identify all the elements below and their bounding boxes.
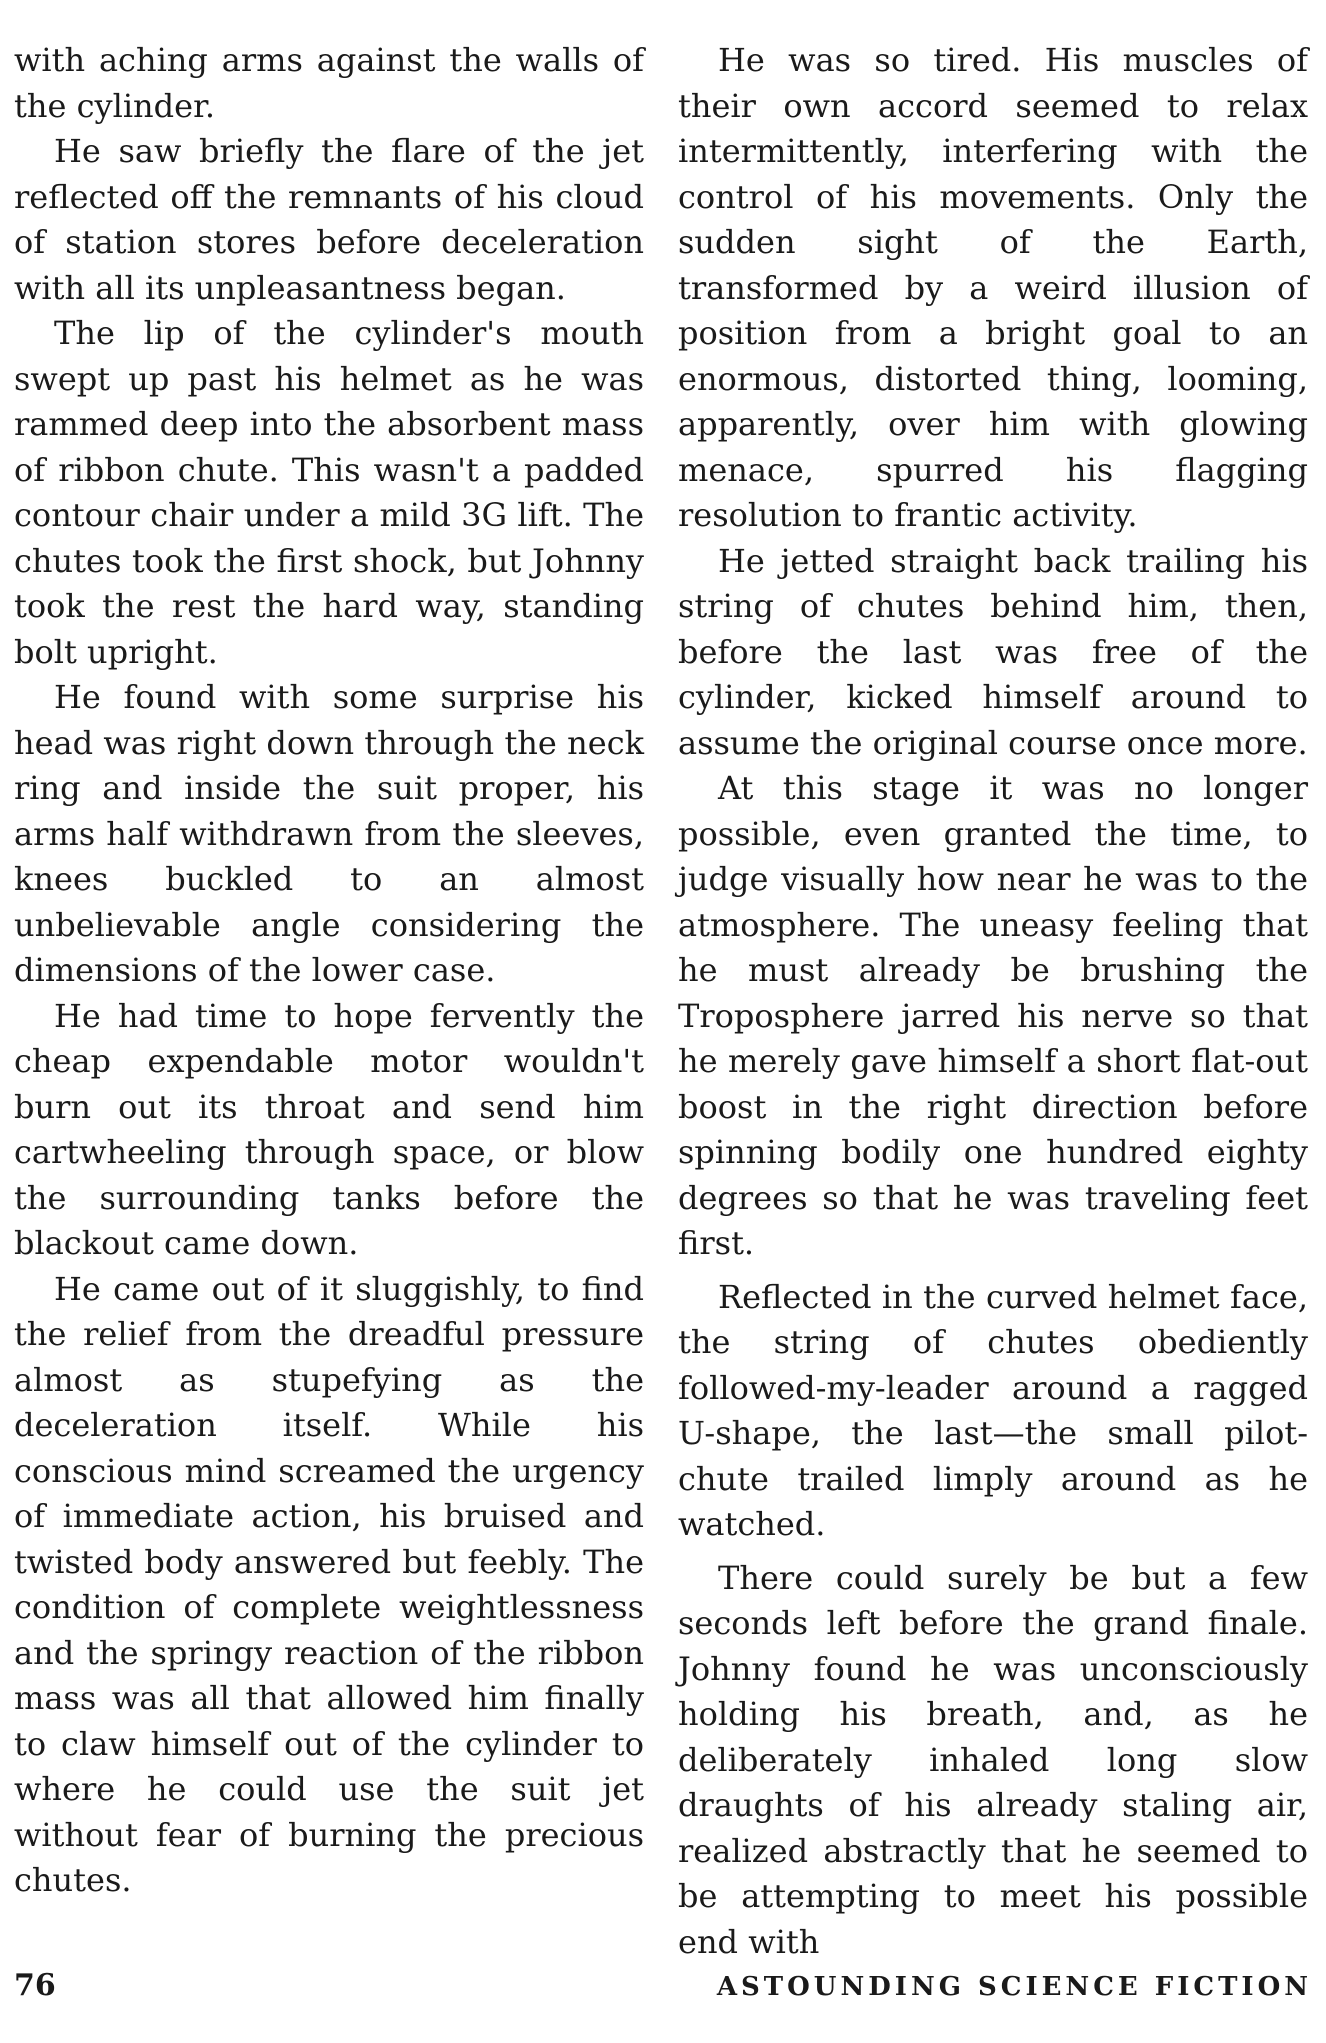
paragraph: He had time to hope fervently the cheap expendable motor wouldn't burn out its throat and send him cartwheeling through space, or blow the surrounding tanks before the blackout came down.	[14, 996, 644, 1262]
paragraph: He came out of it sluggishly, to find the relief from the dreadful pressure almost as stupefying as the deceleration itself. While his conscious mind screamed the urgency of immediate action, his bruised and twisted body answered but feebly. The condition of complete weightlessness and the springy reaction of the ribbon mass was all that allowed him finally to claw himself out of the cylinder to where he could use the suit jet without fear of burning the precious chutes.	[14, 1269, 644, 1899]
paragraph: At this stage it was no longer possible, even granted the time, to judge visually how near he was to the atmosphere. The uneasy feeling that he must already be brushing the Troposphere jarred his nerve so that he merely gave himself a short flat-out boost in the right direction before spinning bodily one hundred eighty degrees so that he was traveling feet first.	[678, 769, 1308, 1262]
paragraph: He saw briefly the flare of the jet reflected off the remnants of his cloud of station stores before deceleration with all its unpleasantness began.	[14, 132, 644, 307]
page-number: 76	[14, 1968, 56, 2003]
paragraph: He was so tired. His muscles of their own accord seemed to relax intermittently, interfering with the control of his movements. Only the sudden sight of the Earth, transformed by a weird illusion of position from a bright goal to an enormous, distorted thing, looming, apparently, over him with glowing menace, spurred his flagging resolution to frantic activity.	[678, 41, 1308, 534]
paragraph: The lip of the cylinder's mouth swept up past his helmet as he was rammed deep into the absorbent mass of ribbon chute. This wasn't a padded contour chair under a mild 3G lift. The chutes took the first shock, but Johnny took the rest the hard way, standing bolt upright.	[14, 314, 644, 671]
paragraph: There could surely be but a few seconds left before the grand finale. Johnny found he was unconsciously holding his breath, and, as he deliberately inhaled long slow draughts of his already staling air, realized abstractly that he seemed to be attempting to meet his possible end with	[678, 1558, 1308, 1961]
page-footer	[14, 1968, 1312, 2008]
paragraph: with aching arms against the walls of the cylinder.	[14, 41, 644, 125]
paragraph: He jetted straight back trailing his string of chutes behind him, then, before the last was free of the cylinder, kicked himself around to assume the original course once more.	[678, 541, 1308, 762]
paragraph: Reflected in the curved helmet face, the string of chutes obediently followed-my-leader around a ragged U-shape, the last—the small pilot-chute trailed limply around as he watched.	[678, 1277, 1308, 1543]
paragraph: He found with some surprise his head was right down through the neck ring and inside the suit proper, his arms half withdrawn from the sleeves, knees buckled to an almost unbelievable angle considering the dimensions of the lower case.	[14, 678, 644, 989]
left-column	[14, 38, 644, 1904]
right-column	[678, 38, 1308, 1965]
running-title: ASTOUNDING SCIENCE FICTION	[716, 1972, 1312, 2002]
